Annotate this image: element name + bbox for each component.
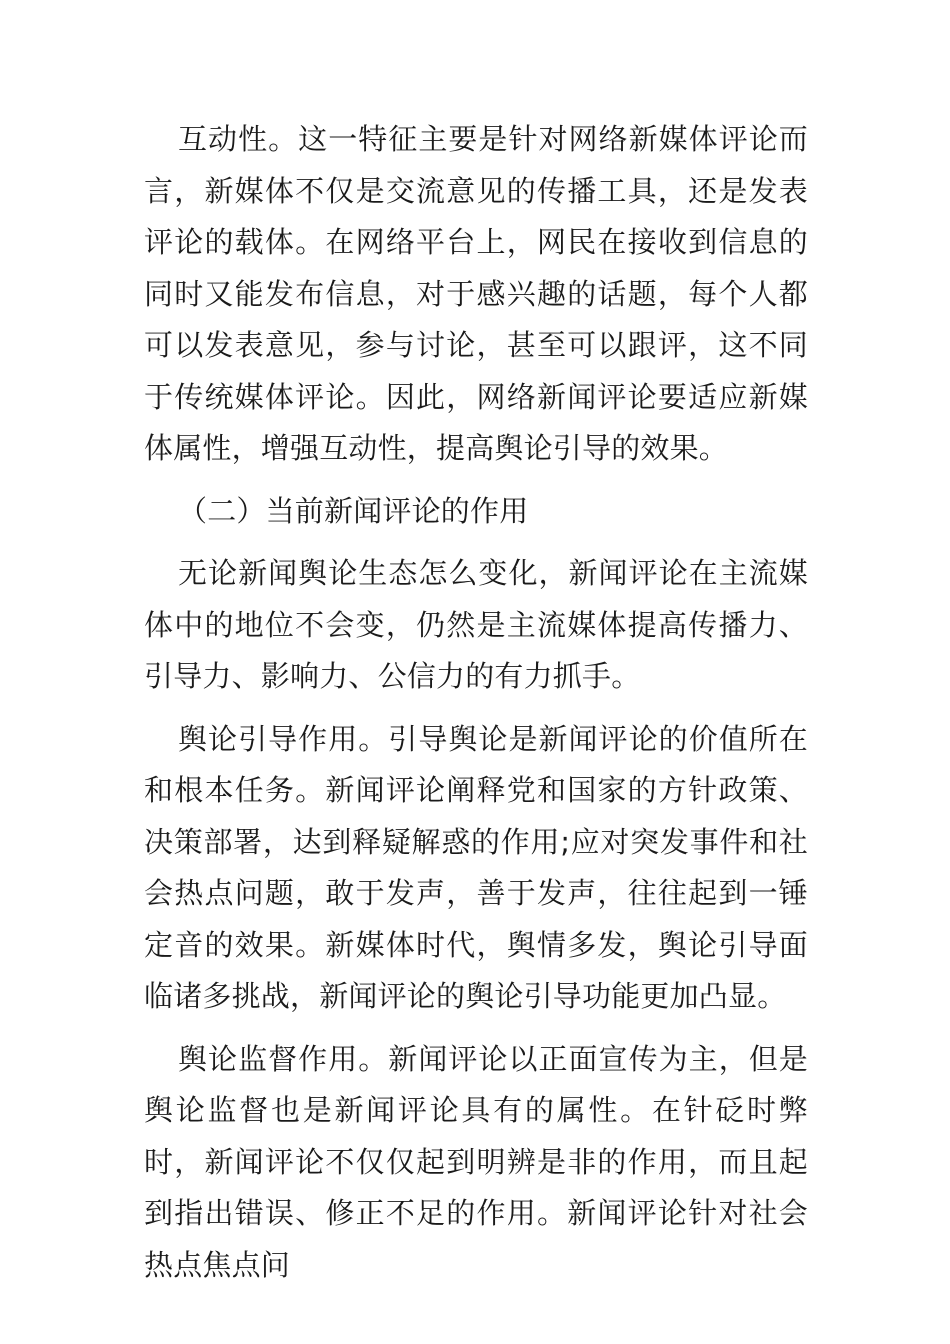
paragraph-interactivity: 互动性。这一特征主要是针对网络新媒体评论而言，新媒体不仅是交流意见的传播工具，还是发表评论的载体。在网络平台上，网民在接收到信息的同时又能发布信息，对于感兴趣的话题，每个人都可以发表意见，参与讨论，甚至可以跟评，这不同于传统媒体评论。因此，网络新闻评论要适应新媒体属性，增强互动性，提高舆论引导的效果。 <box>144 122 808 465</box>
section-heading: （二）当前新闻评论的作用 <box>178 493 529 528</box>
paragraph-mainstream-role: 无论新闻舆论生态怎么变化，新闻评论在主流媒体中的地位不会变，仍然是主流媒体提高传播力、引导力、影响力、公信力的有力抓手。 <box>144 556 808 693</box>
paragraph-opinion-supervision: 舆论监督作用。新闻评论以正面宣传为主，但是舆论监督也是新闻评论具有的属性。在针砭时弊时，新闻评论不仅仅起到明辨是非的作用，而且起到指出错误、修正不足的作用。新闻评论针对社会热点焦点问 <box>144 1041 808 1282</box>
paragraph-opinion-guidance: 舆论引导作用。引导舆论是新闻评论的价值所在和根本任务。新闻评论阐释党和国家的方针政策、决策部署，达到释疑解惑的作用;应对突发事件和社会热点问题，敢于发声，善于发声，往往起到一锤定音的效果。新媒体时代，舆情多发，舆论引导面临诸多挑战，新闻评论的舆论引导功能更加凸显。 <box>144 721 808 1013</box>
document-body <box>144 114 808 1291</box>
